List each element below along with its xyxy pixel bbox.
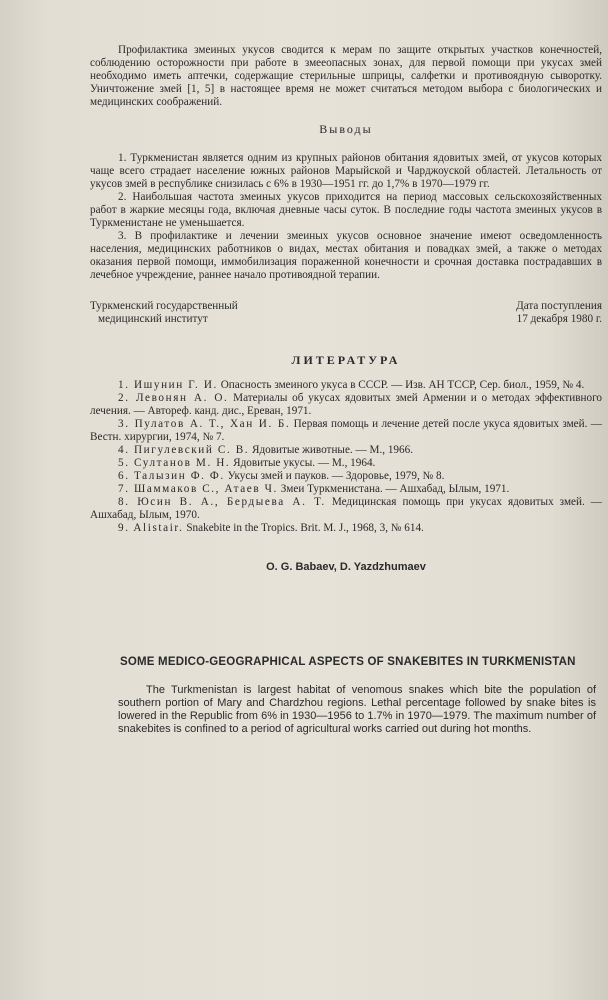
reference-item <box>90 522 602 535</box>
reference-text: Ядовитые укусы. — М., 1964. <box>230 457 376 469</box>
reference-author: 6. Талызин Ф. Ф. <box>118 470 225 482</box>
reference-item <box>90 496 602 522</box>
reference-text: Ядовитые животные. — М., 1966. <box>249 444 414 456</box>
reference-list <box>90 379 602 535</box>
reference-item <box>90 483 602 496</box>
reference-text: Укусы змей и пауков. — Здоровье, 1979, № 8. <box>224 470 445 482</box>
reference-text: Snakebite in the Tropics. Brit. M. J., 1968, 3, № 614. <box>183 522 424 534</box>
reference-item <box>90 392 602 418</box>
paragraph-prophylaxis: Профилактика змеиных укусов сводится к мерам по защите открытых участков конечностей, соблюдению осторожности при работе в змееопасных зонах, для первой помощи при укусах змей необходимо иметь аптечки, содержащие стерильные шприцы, салфетки и противоядную сыворотку. Уничтожение змей [1, 5] в настоящее время не может считаться методом выбора с биологических и медицинских соображений. <box>90 44 602 108</box>
received-date-block <box>516 300 602 326</box>
literature-heading: ЛИТЕРАТУРА <box>291 353 401 367</box>
reference-author: 3. Пулатов А. Т., Хан И. Б. <box>118 418 291 430</box>
received-date: 17 декабря 1980 г. <box>516 313 602 325</box>
conclusions-heading: Выводы <box>319 122 373 136</box>
conclusion-1: 1. Туркменистан является одним из крупных районов обитания ядовитых змей, от укусов которых чаще всего страдает население южных районов Марыйской и Чарджоуской областей. Летальность от укусов змей в республике снизилась с 6% в 1930—1951 гг. до 1,7% в 1970—1979 гг. <box>90 152 602 190</box>
received-label: Дата поступления <box>516 300 602 312</box>
reference-text: Опасность змеиного укуса в СССР. — Изв. АН ТССР, Сер. биол., 1959, № 4. <box>217 379 585 391</box>
english-authors: O. G. Babaev, D. Yazdzhumaev <box>266 561 426 573</box>
institute-line-1: Туркменский государственный <box>90 300 238 312</box>
english-abstract: The Turkmenistan is largest habitat of venomous snakes which bite the population of southern portion of Mary and Chardzhou regions. Lethal percentage followed by snake bites is lowered in the Republic from 6% in 1930—1956 to 1.7% in 1970—1979. The maximum number of snakebites is confined to a period of agricultural works carried out during hot months. <box>118 684 596 735</box>
institute-line-2: медицинский институт <box>98 313 208 325</box>
reference-author: 1. Ишунин Г. И. <box>118 379 218 391</box>
reference-item <box>90 379 602 392</box>
russian-text-column <box>90 44 602 574</box>
reference-item <box>90 470 602 483</box>
reference-text: Змеи Туркменистана. — Ашхабад, Ылым, 1971. <box>277 483 510 495</box>
reference-item <box>90 444 602 457</box>
reference-author: 7. Шаммаков С., Атаев Ч. <box>118 483 278 495</box>
reference-author: 8. Юсин В. А., Бердыева А. Т. <box>118 496 326 508</box>
reference-item <box>90 418 602 444</box>
reference-item <box>90 457 602 470</box>
affiliation-block <box>90 300 602 326</box>
english-title: SOME MEDICO-GEOGRAPHICAL ASPECTS OF SNAKEBITES IN TURKMENISTAN <box>120 656 576 668</box>
reference-author: 5. Султанов М. Н. <box>118 457 231 469</box>
reference-text: Первая помощь и лечение детей после укуса ядовитых змей. — Вестн. хирургии, 1974, № 7. <box>90 418 602 443</box>
institute <box>90 300 238 326</box>
reference-author: 4. Пигулевский С. В. <box>118 444 250 456</box>
reference-text: Медицинская помощь при укусах ядовитых змей. — Ашхабад, Ылым, 1970. <box>90 496 602 521</box>
reference-author: 2. Левонян А. О. <box>118 392 229 404</box>
conclusion-3: 3. В профилактике и лечении змеиных укусов основное значение имеют осведомленность населения, медицинских работников о видах, местах обитания и повадках змей, а также о методах оказания первой помощи, иммобилизация пораженной конечности и срочная доставка пострадавших в лечебное учреждение, раннее начало противоядной терапии. <box>90 230 602 281</box>
reference-author: 9. Alistair. <box>118 522 184 534</box>
reference-text: Материалы об укусах ядовитых змей Армении и о методах эффективного лечения. — Автореф. канд. дис., Ереван, 1971. <box>90 392 603 417</box>
conclusion-2: 2. Наибольшая частота змеиных укусов приходится на период массовых сельскохозяйственных работ в жаркие месяцы года, включая дневные часы суток. В последние годы частота змеиных укусов в Туркменистане не уменьшается. <box>90 191 602 229</box>
